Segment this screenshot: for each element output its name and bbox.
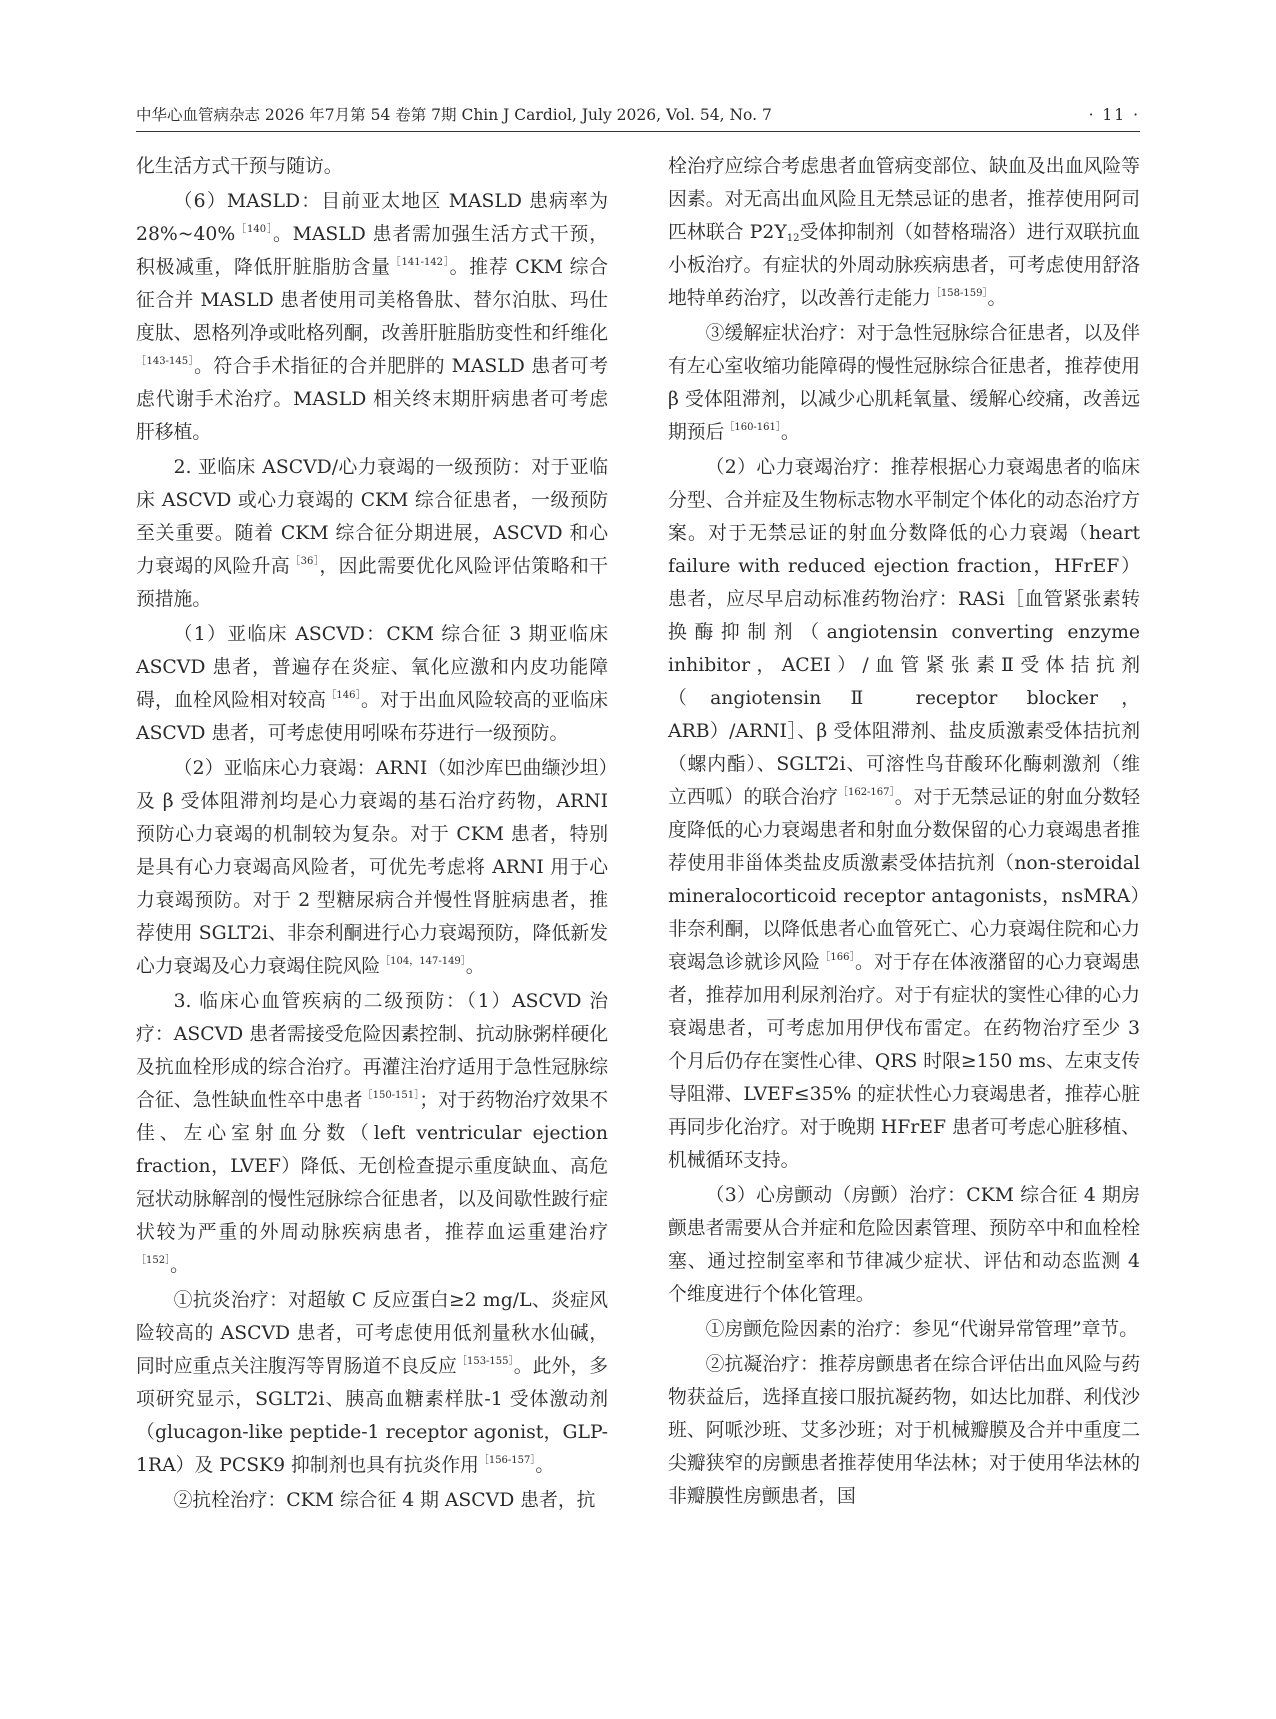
citation: ［153-155］ xyxy=(456,1356,514,1367)
citation: ［146］ xyxy=(326,690,361,701)
right-column xyxy=(668,150,1140,1515)
paragraph-masld: （6）MASLD：目前亚太地区 MASLD 患病率为 28%~40%$^{[140]}$。MASLD 患者需加强生活方式干预，积极减重，降低肝脏脂肪含量$^{[141-142]}$。推荐 CKM 综合征合并 MASLD 患者使用司美格鲁肽、替尔泊肽、玛仕度肽、恩格列净或吡格列酮，改善肝脏脂肪变性和纤维化$^{[143-145]}$。符合手术指征的合并肥胖的 MASLD 患者可考虑代谢手术治疗。MASLD 相关终末期肝病患者可考虑肝移植。 xyxy=(136,191,608,443)
citation: ［156-157］ xyxy=(478,1455,536,1466)
running-header xyxy=(136,102,1140,128)
citation: ［141-142］ xyxy=(390,257,450,268)
citation: ［143-145］ xyxy=(136,356,195,367)
paragraph-antithrombotic: ②抗栓治疗：CKM 综合征 4 期 ASCVD 患者，抗 xyxy=(173,1490,596,1511)
paragraph-anti-inflammatory: ①抗炎治疗：对超敏 C 反应蛋白≥2 mg/L、炎症风险较高的 ASCVD 患者，可考虑使用低剂量秋水仙碱，同时应重点关注腹泻等胃肠道不良反应$^{[153-155]}$。此外，多项研究显示，SGLT2i、胰高血糖素样肽-1 受体激动剂（glucagon-like peptide-1 receptor agonist，GLP-1RA）及 PCSK9 抑制剂也具有抗炎作用$^{[156-157]}$。 xyxy=(136,1290,608,1476)
paragraph: 化生活方式干预与随访。 xyxy=(136,156,343,177)
paragraph-anticoagulation: ②抗凝治疗：推荐房颤患者在综合评估出血风险与药物获益后，选择直接口服抗凝药物，如达比加群、利伐沙班、阿哌沙班、艾多沙班；对于机械瓣膜及合并中重度二尖瓣狭窄的房颤患者推荐使用华法林；对于使用华法林的非瓣膜性房颤患者，国 xyxy=(668,1354,1140,1507)
citation: ［150-151］ xyxy=(362,1090,420,1101)
paragraph-primary-prevention: 2. 亚临床 ASCVD/心力衰竭的一级预防：对于亚临床 ASCVD 或心力衰竭的 CKM 综合征患者，一级预防至关重要。随着 CKM 综合征分期进展，ASCVD 和心力衰竭的风险升高$^{[36]}$，因此需要优化风险评估策略和干预措施。 xyxy=(136,457,608,610)
citation: ［160-161］ xyxy=(724,422,781,433)
header-rule xyxy=(136,131,1140,132)
left-column xyxy=(136,150,608,1519)
page-number: · 11 · xyxy=(1088,106,1140,124)
citation: ［162-167］ xyxy=(837,787,895,798)
paragraph-af-risk: ①房颤危险因素的治疗：参见“代谢异常管理”章节。 xyxy=(705,1319,1138,1340)
citation: ［140］ xyxy=(235,224,273,235)
paragraph-subclinical-ascvd: （1）亚临床 ASCVD：CKM 综合征 3 期亚临床 ASCVD 患者，普遍存在炎症、氧化应激和内皮功能障碍，血栓风险相对较高$^{[146]}$。对于出血风险较高的亚临床 ASCVD 患者，可考虑使用吲哚布芬进行一级预防。 xyxy=(136,624,609,744)
paragraph-subclinical-hf: （2）亚临床心力衰竭：ARNI（如沙库巴曲缬沙坦）及 β 受体阻滞剂均是心力衰竭的基石治疗药物，ARNI 预防心力衰竭的机制较为复杂。对于 CKM 患者，特别是具有心力衰竭高风险者，可优先考虑将 ARNI 用于心力衰竭预防。对于 2 型糖尿病合并慢性肾脏病患者，推荐使用 SGLT2i、非奈利酮进行心力衰竭预防，降低新发心力衰竭及心力衰竭住院风险$^{[104,147-149]}$。 xyxy=(136,758,608,977)
citation: ［158-159］ xyxy=(930,288,988,299)
citation: ［104，147-149］ xyxy=(380,956,466,967)
paragraph-secondary-prevention: 3. 临床心血管疾病的二级预防：（1）ASCVD 治疗：ASCVD 患者需接受危险因素控制、抗动脉粥样硬化及抗血栓形成的综合治疗。再灌注治疗适用于急性冠脉综合征、急性缺血性卒中患者$^{[150-151]}$；对于药物治疗效果不佳、左心室射血分数（left ventricular ejection fraction，LVEF）降低、无创检查提示重度缺血、高危冠状动脉解剖的慢性冠脉综合征患者，以及间歇性跛行症状较为严重的外周动脉疾病患者，推荐血运重建治疗$^{[152]}$。 xyxy=(136,991,608,1276)
paragraph-hf-treatment: （2）心力衰竭治疗：推荐根据心力衰竭患者的临床分型、合并症及生物标志物水平制定个体化的动态治疗方案。对于无禁忌证的射血分数降低的心力衰竭（heart failure with reduced ejection fraction，HFrEF）患者，应尽早启动标准药物治疗：RASi［血管紧张素转换酶抑制剂（angiotensin converting enzyme inhibitor，ACEI）/血管紧张素Ⅱ受体拮抗剂（angiotensin Ⅱ receptor blocker，ARB）/ARNI］、β 受体阻滞剂、盐皮质激素受体拮抗剂（螺内酯）、SGLT2i、可溶性鸟苷酸环化酶刺激剂（维立西呱）的联合治疗$^{[162-167]}$。对于无禁忌证的射血分数轻度降低的心力衰竭患者和射血分数保留的心力衰竭患者推荐使用非甾体类盐皮质激素受体拮抗剂（non-steroidal mineralocorticoid receptor antagonists，nsMRA）非奈利酮，以降低患者心血管死亡、心力衰竭住院和心力衰竭急诊就诊风险$^{[166]}$。对于存在体液潴留的心力衰竭患者，推荐加用利尿剂治疗。对于有症状的窦性心律的心力衰竭患者，可考虑加用伊伐布雷定。在药物治疗至少 3 个月后仍存在窦性心律、QRS 时限≥150 ms、左束支传导阻滞、LVEF≤35% 的症状性心力衰竭患者，推荐心脏再同步化治疗。对于晚期 HFrEF 患者可考虑心脏移植、机械循环支持。 xyxy=(668,457,1141,1171)
journal-citation: 中华心血管病杂志 2026 年7月第 54 卷第 7期 Chin J Cardiol, July 2026, Vol. 54, No. 7 xyxy=(136,106,772,124)
citation: ［166］ xyxy=(820,952,855,963)
paragraph: 栓治疗应综合考虑患者血管病变部位、缺血及出血风险等因素。对无高出血风险且无禁忌证的患者，推荐使用阿司匹林联合 $P2Y_{12}$受体抑制剂（如替格瑞洛）进行双联抗血小板治疗。有症状的外周动脉疾病患者，可考虑使用舒洛地特单药治疗，以改善行走能力$^{[158-159]}$。 xyxy=(668,156,1140,309)
paragraph-symptom-relief: ③缓解症状治疗：对于急性冠脉综合征患者，以及伴有左心室收缩功能障碍的慢性冠脉综合征患者，推荐使用 β 受体阻滞剂，以减少心肌耗氧量、缓解心绞痛，改善远期预后$^{[160-161]}$。 xyxy=(668,323,1140,443)
paragraph-af-treatment: （3）心房颤动（房颤）治疗：CKM 综合征 4 期房颤患者需要从合并症和危险因素管理、预防卒中和血栓栓塞、通过控制室率和节律减少症状、评估和动态监测 4 个维度进行个体化管理。 xyxy=(668,1185,1140,1305)
citation: ［36］ xyxy=(290,556,320,567)
citation: ［152］ xyxy=(136,1255,171,1266)
